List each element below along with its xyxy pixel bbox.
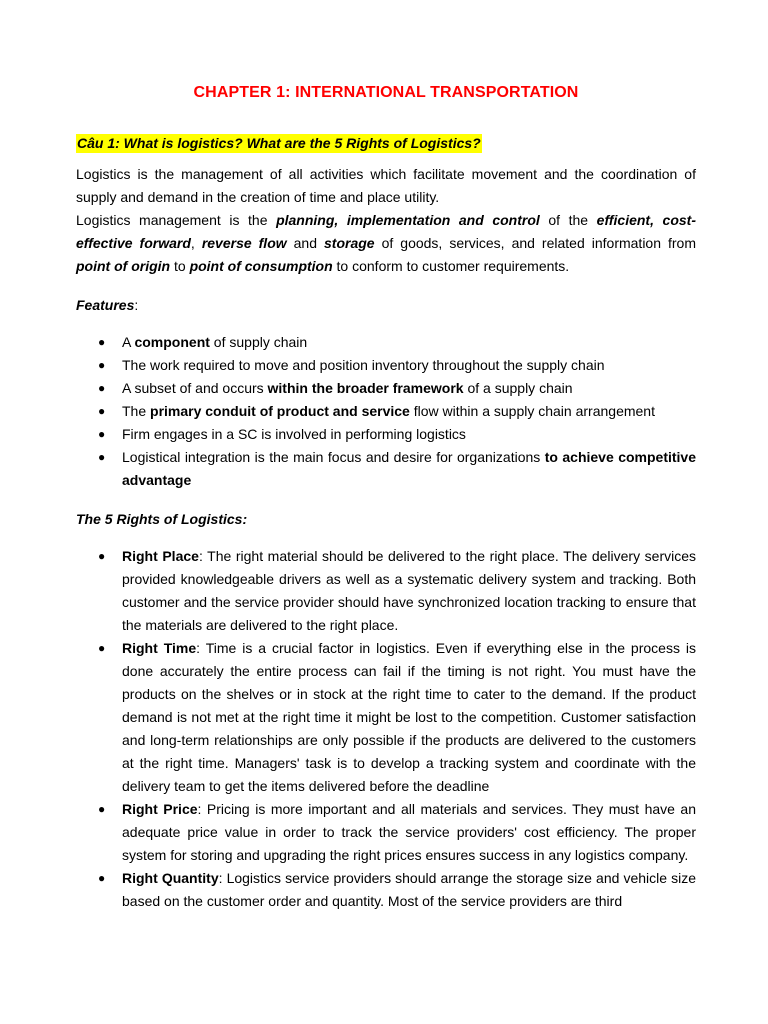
text-run: Logistical integration is the main focus and desire for organizations — [122, 449, 545, 465]
list-item — [76, 446, 696, 492]
text-run: Logistics management is the — [76, 212, 277, 228]
text-run: , — [190, 235, 202, 251]
bullet-icon: ● — [98, 427, 106, 441]
list-item — [76, 331, 696, 354]
emphasis-text: efficient, cost-effective forward — [76, 212, 697, 251]
bold-text: primary conduit of product and service — [150, 403, 410, 419]
emphasis-text: reverse flow — [201, 235, 287, 251]
text-run: The work required to move and position inventory throughout the supply chain — [122, 357, 605, 373]
right-description: : Pricing is more important and all materials and services. They must have an adequate price value in order to track the service providers' cost efficiency. The proper system for storing and upgrading the right prices ensures success in any logistics company. — [122, 801, 697, 863]
text-run: to conform to customer requirements. — [332, 258, 570, 274]
rights-list — [76, 545, 696, 913]
emphasis-text: point of consumption — [189, 258, 333, 274]
logistics-definition: Logistics is the management of all activities which facilitate movement and the coordination of supply and demand in the creation of time and place utility. — [76, 166, 696, 205]
features-heading — [76, 294, 138, 317]
text-run: of the — [539, 212, 597, 228]
list-item — [76, 354, 696, 377]
right-title: Right Place — [122, 548, 199, 564]
bullet-icon: ● — [98, 549, 106, 563]
bold-text: to achieve competitive advantage — [122, 449, 697, 488]
right-title: Right Quantity — [122, 870, 219, 886]
text-run: Firm engages in a SC is involved in performing logistics — [122, 426, 466, 442]
right-description: : Time is a crucial factor in logistics. Even if everything else in the process is done accurately the entire process can fail if the timing is not right. You must have the products on the shelves or in stock at the right time to cater to the demand. If the product demand is not met at the right time it might be lost to the competition. Customer satisfaction and long-term relationships are only possible if the products are delivered to the customers at the right time. Managers' task is to develop a tracking system and coordinate with the delivery team to get the items delivered before the deadline — [122, 640, 696, 794]
right-description: : The right material should be delivered to the right place. The delivery services provided knowledgeable drivers as well as a systematic delivery system and tracking. Both customer and the service provider should have synchronized location tracking to ensure that the materials are delivered to the right place. — [122, 548, 696, 633]
right-title: Right Time — [122, 640, 197, 656]
list-item — [76, 400, 696, 423]
bullet-icon: ● — [98, 404, 106, 418]
text-run: A subset of and occurs — [122, 380, 268, 396]
right-description: : Logistics service providers should arrange the storage size and vehicle size based on the customer order and quantity. Most of the service providers are third — [122, 870, 696, 909]
bullet-icon: ● — [98, 450, 106, 464]
text-run: flow within a supply chain arrangement — [409, 403, 655, 419]
text-run: of a supply chain — [463, 380, 573, 396]
right-title: Right Price — [122, 801, 198, 817]
rights-heading: The 5 Rights of Logistics: — [76, 511, 248, 527]
bold-text: within the broader framework — [267, 380, 464, 396]
list-item — [76, 867, 696, 913]
list-item — [76, 377, 696, 400]
bullet-icon: ● — [98, 641, 106, 655]
bullet-icon: ● — [98, 871, 106, 885]
text-run: A — [122, 334, 135, 350]
bold-text: component — [134, 334, 210, 350]
emphasis-text: planning, implementation and control — [276, 212, 540, 228]
intro-section — [76, 163, 696, 278]
bullet-icon: ● — [98, 358, 106, 372]
text-run: of supply chain — [209, 334, 308, 350]
features-colon: : — [134, 297, 139, 313]
bullet-icon: ● — [98, 802, 106, 816]
logistics-management-definition — [76, 209, 696, 278]
emphasis-text: point of origin — [76, 258, 171, 274]
text-run: and — [286, 235, 325, 251]
question-heading: Câu 1: What is logistics? What are the 5 Rights of Logistics? — [77, 135, 481, 151]
features-heading-text: Features — [76, 297, 135, 313]
list-item — [76, 637, 696, 798]
list-item — [76, 423, 696, 446]
text-run: The — [122, 403, 151, 419]
list-item — [76, 545, 696, 637]
text-run: to — [170, 258, 190, 274]
emphasis-text: storage — [324, 235, 375, 251]
text-run: of goods, services, and related information from — [374, 235, 697, 251]
bullet-icon: ● — [98, 335, 106, 349]
list-item — [76, 798, 696, 867]
chapter-title: CHAPTER 1: INTERNATIONAL TRANSPORTATION — [193, 84, 579, 101]
features-list — [76, 331, 696, 492]
bullet-icon: ● — [98, 381, 106, 395]
